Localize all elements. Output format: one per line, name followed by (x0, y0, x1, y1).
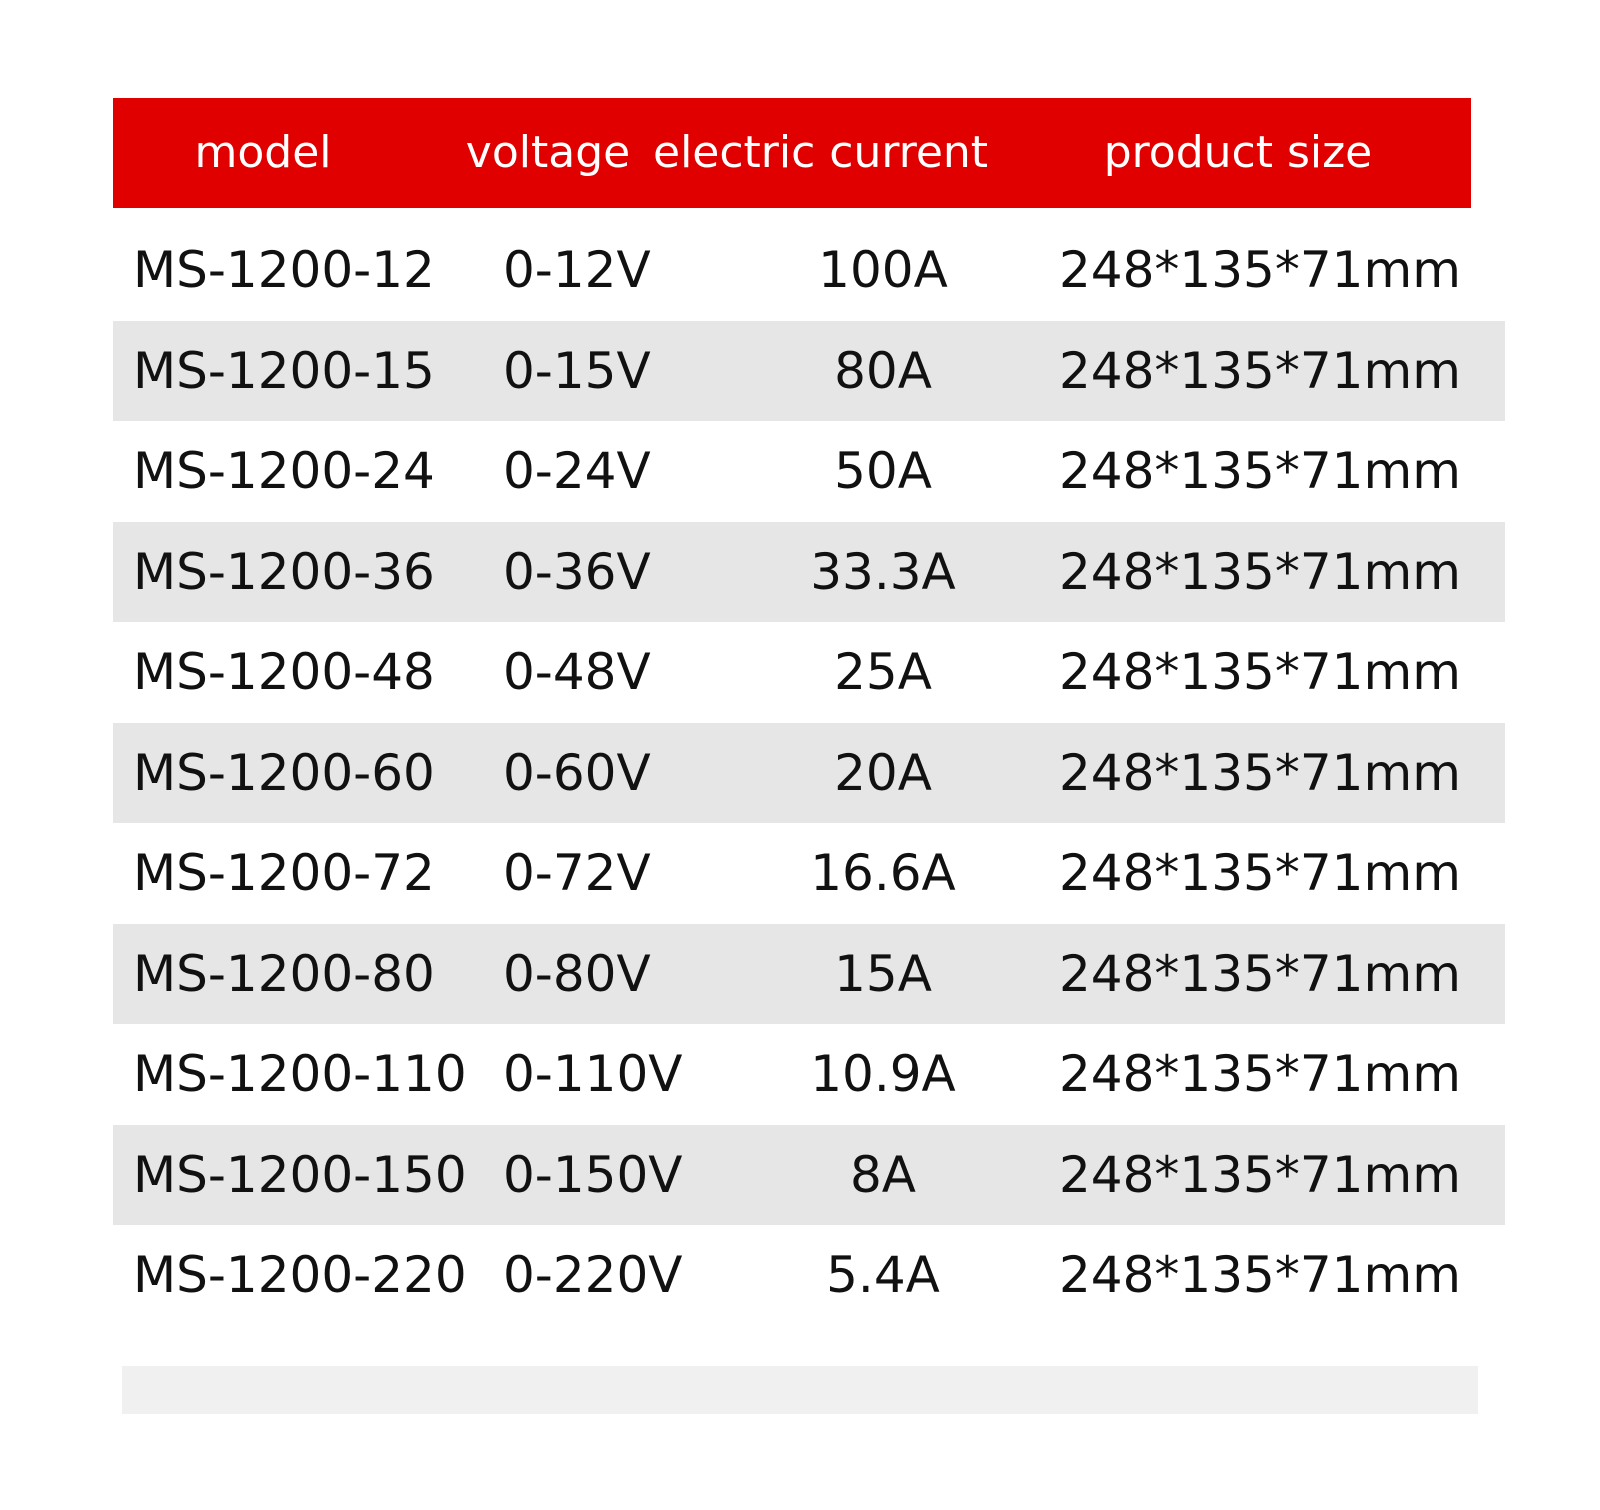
cell-size: 248*135*71mm (1059, 1246, 1461, 1304)
cell-voltage: 0-150V (503, 1145, 683, 1204)
header-product-size: product size (1103, 127, 1373, 178)
cell-voltage: 0-220V (503, 1246, 683, 1304)
cell-size: 248*135*71mm (1059, 1045, 1461, 1103)
header-model: model (194, 127, 332, 178)
cell-voltage: 0-24V (503, 442, 651, 500)
cell-model: MS-1200-150 (133, 1145, 467, 1204)
cell-voltage: 0-110V (503, 1045, 683, 1103)
table-row (113, 421, 1505, 522)
table-row (113, 1024, 1505, 1125)
cell-size: 248*135*71mm (1059, 1145, 1461, 1204)
cell-model: MS-1200-60 (133, 743, 435, 802)
cell-model: MS-1200-24 (133, 442, 435, 500)
table-row (113, 321, 1505, 422)
header-voltage: voltage (465, 127, 631, 178)
cell-model: MS-1200-110 (133, 1045, 467, 1103)
cell-current: 5.4A (826, 1246, 940, 1304)
header-electric-current: electric current (653, 127, 989, 178)
cell-model: MS-1200-12 (133, 241, 435, 299)
table-row (113, 924, 1505, 1025)
cell-model: MS-1200-36 (133, 542, 435, 601)
cell-size: 248*135*71mm (1059, 944, 1461, 1003)
cell-voltage: 0-15V (503, 341, 651, 400)
table-row (113, 622, 1505, 723)
cell-voltage: 0-48V (503, 643, 651, 701)
cell-size: 248*135*71mm (1059, 743, 1461, 802)
cell-size: 248*135*71mm (1059, 844, 1461, 902)
cell-voltage: 0-36V (503, 542, 651, 601)
cell-model: MS-1200-220 (133, 1246, 467, 1304)
cell-current: 80A (834, 341, 932, 400)
cell-current: 10.9A (810, 1045, 956, 1103)
cell-size: 248*135*71mm (1059, 241, 1461, 299)
spec-table (113, 98, 1505, 1326)
cell-current: 15A (834, 944, 932, 1003)
table-row (113, 220, 1505, 321)
table-header (113, 98, 1471, 208)
cell-current: 16.6A (810, 844, 956, 902)
table-row (113, 522, 1505, 623)
cell-current: 20A (834, 743, 932, 802)
cell-current: 8A (849, 1145, 916, 1204)
cell-size: 248*135*71mm (1059, 542, 1461, 601)
table-row (113, 723, 1505, 824)
table-body (113, 220, 1505, 1326)
cell-size: 248*135*71mm (1059, 643, 1461, 701)
cell-voltage: 0-60V (503, 743, 651, 802)
cell-current: 50A (834, 442, 932, 500)
cell-voltage: 0-80V (503, 944, 651, 1003)
cell-size: 248*135*71mm (1059, 442, 1461, 500)
cell-size: 248*135*71mm (1059, 341, 1461, 400)
cell-model: MS-1200-48 (133, 643, 435, 701)
cell-current: 100A (818, 241, 948, 299)
cell-current: 33.3A (810, 542, 956, 601)
cell-current: 25A (834, 643, 932, 701)
cell-model: MS-1200-15 (133, 341, 435, 400)
table-row (113, 1125, 1505, 1226)
bottom-divider-bar (122, 1366, 1478, 1414)
cell-model: MS-1200-80 (133, 944, 435, 1003)
table-row (113, 1225, 1505, 1326)
cell-voltage: 0-12V (503, 241, 651, 299)
cell-model: MS-1200-72 (133, 844, 435, 902)
table-row (113, 823, 1505, 924)
cell-voltage: 0-72V (503, 844, 651, 902)
